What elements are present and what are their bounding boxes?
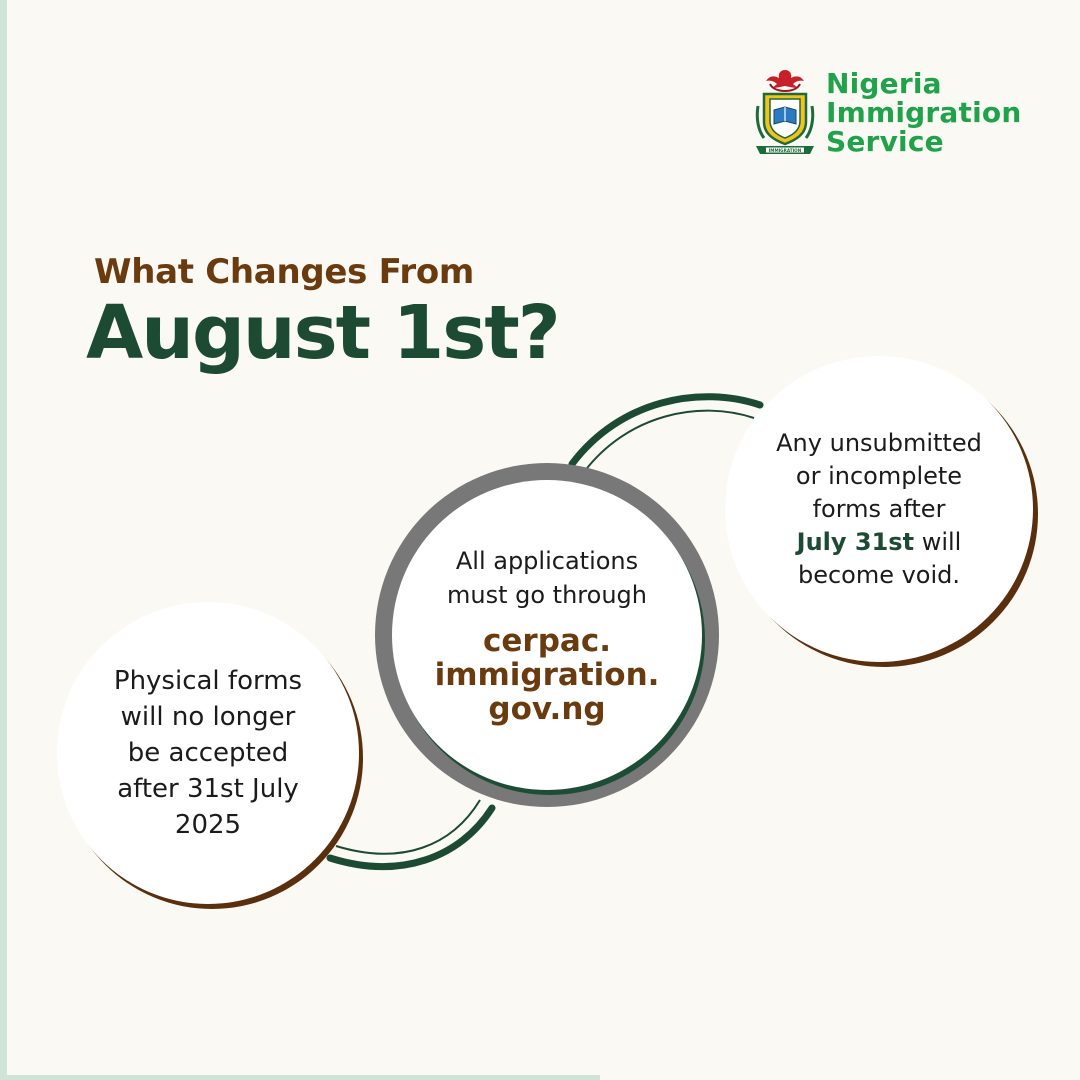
logo-line-service: Service [826, 124, 944, 158]
point-right-text: will [914, 527, 962, 556]
point-right-line: or incomplete [795, 461, 963, 490]
portal-url [435, 624, 660, 726]
upper-connector-arc-inner [584, 411, 754, 472]
point-void-forms [725, 356, 1033, 662]
point-middle-line: must go through [447, 581, 647, 609]
point-physical-forms [57, 602, 359, 904]
point-right-line: Any unsubmitted [776, 428, 982, 457]
point-left-line: 2025 [174, 810, 242, 840]
point-online-applications [392, 480, 702, 790]
point-middle-line: All applications [455, 547, 639, 575]
point-left-line: Physical forms [113, 666, 303, 696]
logo-line-immigration: Immigration [826, 95, 1022, 129]
portal-url-part: gov.ng [488, 691, 606, 727]
heading-title: August 1st? [86, 290, 559, 376]
heading-subtitle: What Changes From [94, 252, 475, 292]
logo-line-nigeria: Nigeria [826, 66, 942, 100]
point-left-line: be accepted [127, 738, 289, 768]
portal-url-part: cerpac. [483, 623, 611, 659]
point-left-line: after 31st July [117, 774, 299, 804]
crest-label: IMMIGRATION [768, 147, 802, 153]
portal-url-part: immigration. [434, 657, 660, 693]
point-left-line: will no longer [120, 702, 296, 732]
point-right-line [797, 526, 962, 559]
point-right-line: become void. [797, 560, 961, 589]
deadline-highlight: July 31st [796, 527, 915, 556]
point-right-line: forms after [812, 494, 946, 523]
